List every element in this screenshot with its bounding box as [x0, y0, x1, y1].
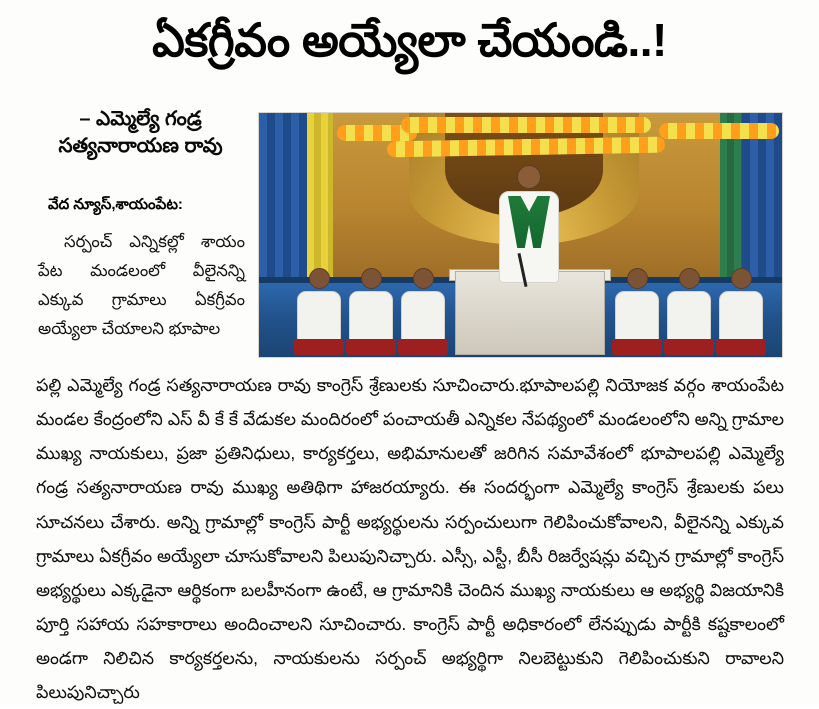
person-body [615, 291, 659, 349]
person-head [413, 268, 434, 289]
lead-paragraph-text: సర్పంచ్ ఎన్నికల్లో శాయం పేట మండలంలో వీలైనన్ని ఎక్కువ గ్రామాలు ఏకగ్రీవం అయ్యేలా చేయాలని భూపాల [38, 233, 245, 338]
garland-decoration [401, 117, 651, 133]
speaker-person [499, 165, 559, 283]
lead-paragraph [38, 228, 245, 344]
seated-person [297, 268, 341, 349]
photo-scene [259, 113, 782, 357]
seated-person [719, 268, 763, 349]
person-body [719, 291, 763, 349]
speaker-table [455, 271, 605, 355]
article-photo [258, 112, 783, 358]
seated-person [667, 268, 711, 349]
page-title: ఏకగ్రీవం అయ్యేలా చేయండి..! [152, 14, 667, 66]
person-body [297, 291, 341, 349]
person-head [679, 268, 700, 289]
garland-decoration [659, 123, 779, 139]
person-head [731, 268, 752, 289]
person-body [667, 291, 711, 349]
subheading-byline: – ఎమ్మెల్యే గండ్ర సత్యనారాయణ రావు [58, 108, 223, 157]
article-body: పల్లి ఎమ్మెల్యే గండ్ర సత్యనారాయణ రావు కాంగ్రెస్ శ్రేణులకు సూచించారు.భూపాలపల్లి నియోజక వర్గం శాయంపేట మండల కేంద్రంలోని ఎస్ వీ కే కే వేడుకల మందిరంలో పంచాయతీ ఎన్నికల నేపథ్యంలో మండలంలోని అన్ని గ్రామాల ముఖ్య నాయకులు, ప్రజా ప్రతినిధులు, కార్యకర్తలు, అభిమానులతో జరిగిన సమావేశంలో భూపాలపల్లి ఎమ్మెల్యే గండ్ర సత్యనారాయణ రావు ముఖ్య అతిథిగా హాజరయ్యారు. ఈ సందర్భంగా ఎమ్మెల్యే కాంగ్రెస్ శ్రేణులకు పలు సూచనలు చేశారు. అన్ని గ్రామాల్లో కాంగ్రెస్ పార్టీ అభ్యర్థులను సర్పంచులుగా గెలిపించుకోవాలని, వీలైనన్ని ఎక్కువ గ్రామాలు ఏకగ్రీవం అయ్యేలా చూసుకోవాలని పిలుపునిచ్చారు. ఎస్సీ, ఎస్టీ, బీసీ రిజర్వేషన్లు వచ్చిన గ్రామాల్లో కాంగ్రెస్ అభ్యర్థులు ఎక్కడైనా ఆర్థికంగా బలహీనంగా ఉంటే, ఆ గ్రామానికి చెందిన ముఖ్య నాయకులు ఆ అభ్యర్థి విజయానికి పూర్తి సహాయ సహకారాలు అందించాలని సూచించారు. కాంగ్రెస్ పార్టీ అధికారంలో లేనప్పుడు పార్టీకి కష్టకాలంలో అండగా నిలిచిన కార్యకర్తలను, నాయకులను సర్పంచ్ అభ్యర్థిగా నిలబెట్టుకుని గెలిపించుకుని రావాలని పిలుపునిచ్చారు [36, 375, 784, 703]
seated-person [401, 268, 445, 349]
speaker-body [499, 191, 559, 283]
person-head [361, 268, 382, 289]
person-head [309, 268, 330, 289]
speaker-head [517, 165, 541, 189]
dateline: వేద న్యూస్,శాయంపేట: [48, 196, 183, 213]
seated-person [349, 268, 393, 349]
person-body [349, 291, 393, 349]
green-scarf [508, 196, 550, 248]
person-body [401, 291, 445, 349]
seated-person [615, 268, 659, 349]
person-head [627, 268, 648, 289]
